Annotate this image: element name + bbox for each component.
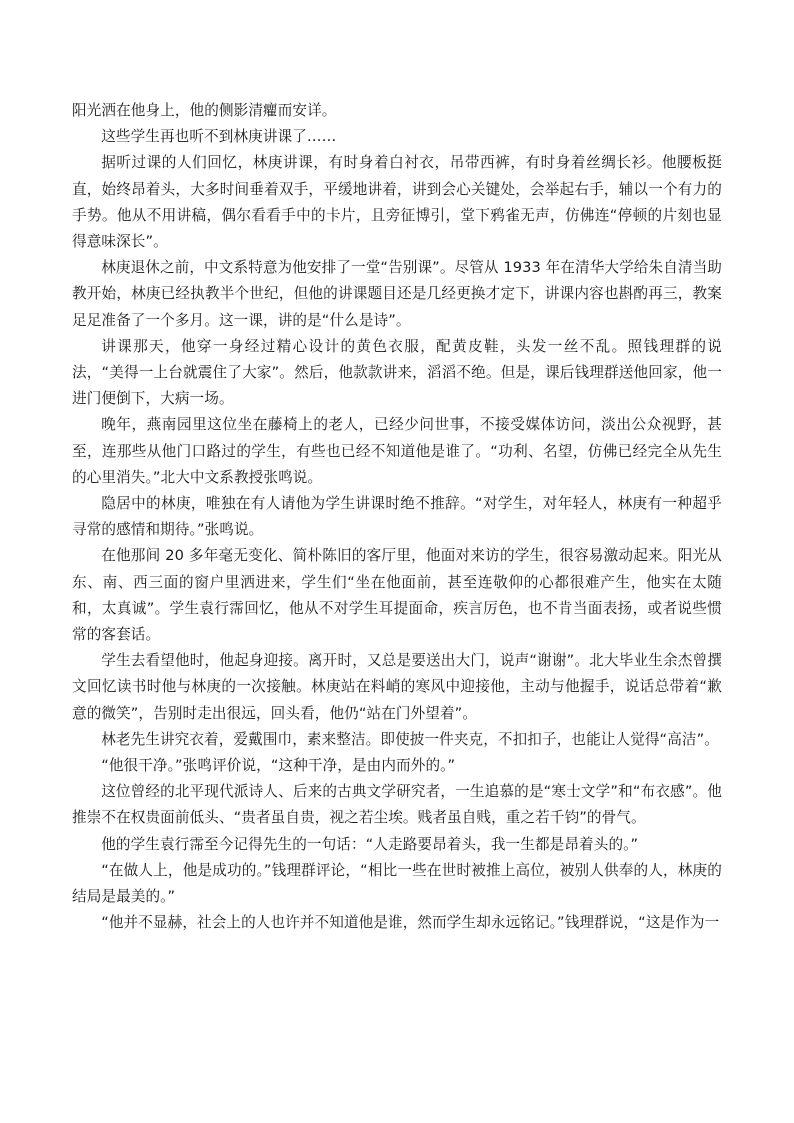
paragraph: 晚年，燕南园里这位坐在藤椅上的老人，已经少问世事，不接受媒体访问，淡出公众视野，甚至，连那些从他门口路过的学生，有些也已经不知道他是谁了。“功利、名望，仿佛已经完全从先生的心里消失。”北大中文系教授张鸣说。 — [72, 416, 722, 486]
paragraph: 他的学生袁行霈至今记得先生的一句话：“人走路要昂着头，我一生都是昂着头的。” — [101, 835, 639, 853]
paragraph: “他并不显赫，社会上的人也许并不知道他是谁，然而学生却永远铭记。”钱理群说，“这是作为一 — [101, 914, 720, 932]
paragraph: 林老先生讲究衣着，爱戴围巾，素来整洁。即使披一件夹克，不扣扣子，也能让人觉得“高洁”。 — [101, 730, 719, 748]
paragraph: 阳光洒在他身上，他的侧影清癯而安详。 — [72, 102, 337, 119]
paragraph: “在做人上，他是成功的。”钱理群评论，“相比一些在世时被推上高位，被别人供奉的人，林庚的结局是最美的。” — [72, 861, 722, 906]
paragraph: 在他那间 20 多年毫无变化、简朴陈旧的客厅里，他面对来访的学生，很容易激动起来。阳光从东、南、西三面的窗户里洒进来，学生们“坐在他面前，甚至连敬仰的心都很难产生，他实在太随和，太真诚”。学生袁行霈回忆，他从不对学生耳提面命，疾言厉色，也不肯当面表扬，或者说些惯常的客套话。 — [72, 547, 722, 644]
paragraph: 这位曾经的北平现代派诗人、后来的古典文学研究者，一生追慕的是“寒士文学”和“布衣感”。他推崇不在权贵面前低头、“贵者虽自贵，视之若尘埃。贱者虽自贱，重之若千钧”的骨气。 — [72, 783, 722, 827]
paragraph: 林庚退休之前，中文系特意为他安排了一堂“告别课”。尽管从 1933 年在清华大学给朱自清当助教开始，林庚已经执教半个世纪，但他的讲课题目还是几经更换才定下，讲课内容也斟酌再三，教案足足准备了一个多月。这一课，讲的是“什么是诗”。 — [72, 259, 722, 329]
paragraph: “他很干净。”张鸣评价说，“这种干净，是由内而外的。” — [101, 757, 456, 775]
paragraph: 学生去看望他时，他起身迎接。离开时，又总是要送出大门，说声“谢谢”。北大毕业生余杰曾撰文回忆读书时他与林庚的一次接触。林庚站在料峭的寒风中迎接他，主动与他握手，说话总带着“歉意的微笑”，告别时走出很远，回头看，他仍“站在门外望着”。 — [72, 652, 722, 722]
paragraph: 据听过课的人们回忆，林庚讲课，有时身着白衬衣，吊带西裤，有时身着丝绸长衫。他腰板挺直，始终昂着头，大多时间垂着双手，平缓地讲着，讲到会心关键处，会举起右手，辅以一个有力的手势。他从不用讲稿，偶尔看看手中的卡片，且旁征博引，堂下鸦雀无声，仿佛连“停顿的片刻也显得意味深长”。 — [72, 154, 722, 251]
paragraph: 这些学生再也听不到林庚讲课了…… — [101, 128, 337, 146]
article-body — [72, 98, 722, 937]
paragraph: 讲课那天，他穿一身经过精心设计的黄色衣服，配黄皮鞋，头发一丝不乱。照钱理群的说法，“美得一上台就震住了大家”。然后，他款款讲来，滔滔不绝。但是，课后钱理群送他回家，他一进门便倒下，大病一场。 — [72, 337, 722, 408]
paragraph: 隐居中的林庚，唯独在有人请他为学生讲课时绝不推辞。“对学生，对年轻人，林庚有一种超乎寻常的感情和期待。”张鸣说。 — [72, 495, 722, 539]
